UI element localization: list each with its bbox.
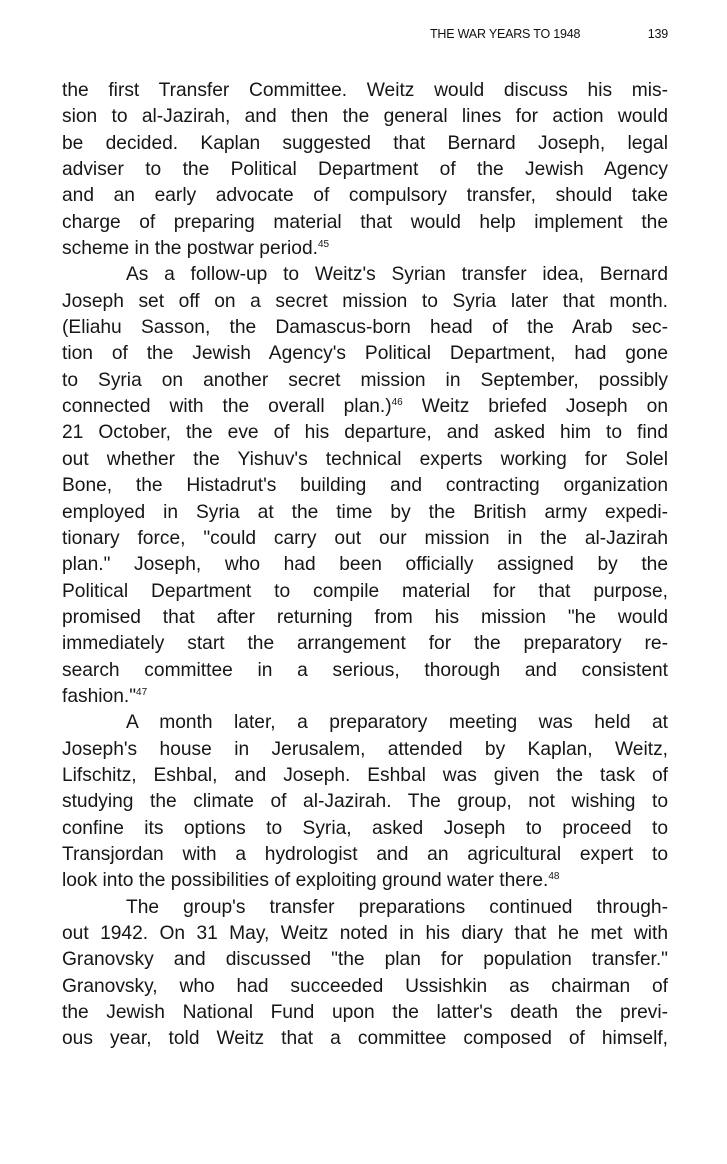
- text-line: out whether the Yishuv's technical experts working for Solel: [62, 448, 668, 470]
- text-line: Granovsky and discussed "the plan for population transfer.": [62, 949, 668, 971]
- text-line: [62, 868, 668, 894]
- text-line: out 1942. On 31 May, Weitz noted in his diary that he met with: [62, 923, 668, 944]
- text-line: to Syria on another secret mission in September, possibly: [62, 369, 668, 391]
- running-head: [420, 27, 668, 43]
- text-line: immediately start the arrangement for the preparatory re-: [62, 633, 668, 655]
- text-line: studying the climate of al-Jazirah. The group, not wishing to: [62, 791, 668, 813]
- text-line: confine its options to Syria, asked Joseph to proceed to: [62, 817, 668, 839]
- text-line: 21 October, the eve of his departure, and asked him to find: [62, 422, 668, 444]
- text-line: Joseph's house in Jerusalem, attended by Kaplan, Weitz,: [62, 738, 668, 760]
- text-line: the first Transfer Committee. Weitz would discuss his mis-: [62, 80, 668, 101]
- page-number: 139: [647, 27, 668, 41]
- text-line-content: look into the possibilities of exploiting ground water there.: [62, 870, 549, 892]
- text-line: Granovsky, who had succeeded Ussishkin as chairman of: [62, 975, 668, 997]
- text-line: tionary force, "could carry out our mission in the al-Jazirah: [62, 527, 668, 549]
- text-line-content: fashion.": [62, 685, 137, 707]
- footnote-marker[interactable]: 46: [391, 397, 403, 409]
- text-line: charge of preparing material that would help implement the: [62, 211, 668, 233]
- text-line: As a follow-up to Weitz's Syrian transfer idea, Bernard: [126, 264, 668, 286]
- text-line: adviser to the Political Department of the Jewish Agency: [62, 159, 668, 181]
- footnote-marker[interactable]: 47: [136, 686, 148, 698]
- text-line: Lifschitz, Eshbal, and Joseph. Eshbal was given the task of: [62, 764, 668, 786]
- text-line: and an early advocate of compulsory transfer, should take: [62, 185, 668, 207]
- running-head-title: THE WAR YEARS TO 1948: [430, 27, 581, 41]
- text-line: Bone, the Histadrut's building and contracting organization: [62, 475, 668, 497]
- text-line: [62, 394, 668, 420]
- text-line: (Eliahu Sasson, the Damascus-born head of the Arab sec-: [62, 317, 668, 339]
- body-text: [62, 78, 668, 1053]
- text-line-content: connected with the overall plan.): [62, 396, 392, 418]
- text-line: ous year, told Weitz that a committee composed of himself,: [62, 1028, 668, 1050]
- text-line: tion of the Jewish Agency's Political Department, had gone: [62, 343, 668, 365]
- text-line: promised that after returning from his mission "he would: [62, 606, 668, 628]
- text-line: A month later, a preparatory meeting was held at: [126, 712, 668, 734]
- text-line: plan." Joseph, who had been officially assigned by the: [62, 554, 668, 576]
- text-line: be decided. Kaplan suggested that Bernard Joseph, legal: [62, 132, 668, 154]
- text-line: Transjordan with a hydrologist and an agricultural expert to: [62, 843, 668, 865]
- text-line: search committee in a serious, thorough and consistent: [62, 659, 668, 681]
- text-line: [62, 236, 668, 262]
- paragraph: [62, 78, 668, 262]
- text-line: Political Department to compile material for that purpose,: [62, 580, 668, 602]
- paragraph: [62, 710, 668, 894]
- paragraph: [62, 262, 668, 710]
- text-line-content: scheme in the postwar period.: [62, 238, 318, 260]
- text-line: the Jewish National Fund upon the latter's death the previ-: [62, 1002, 668, 1024]
- text-line: sion to al-Jazirah, and then the general lines for action would: [62, 106, 668, 128]
- footnote-marker[interactable]: 45: [317, 239, 330, 251]
- text-line: employed in Syria at the time by the British army expedi-: [62, 501, 668, 523]
- text-line: [62, 684, 668, 710]
- footnote-marker[interactable]: 48: [548, 871, 560, 883]
- text-line: Joseph set off on a secret mission to Syria later that month.: [62, 290, 668, 312]
- paragraph: [62, 895, 668, 1053]
- text-line: The group's transfer preparations continued through-: [126, 896, 668, 918]
- text-line-content: Weitz briefed Joseph on: [402, 396, 669, 418]
